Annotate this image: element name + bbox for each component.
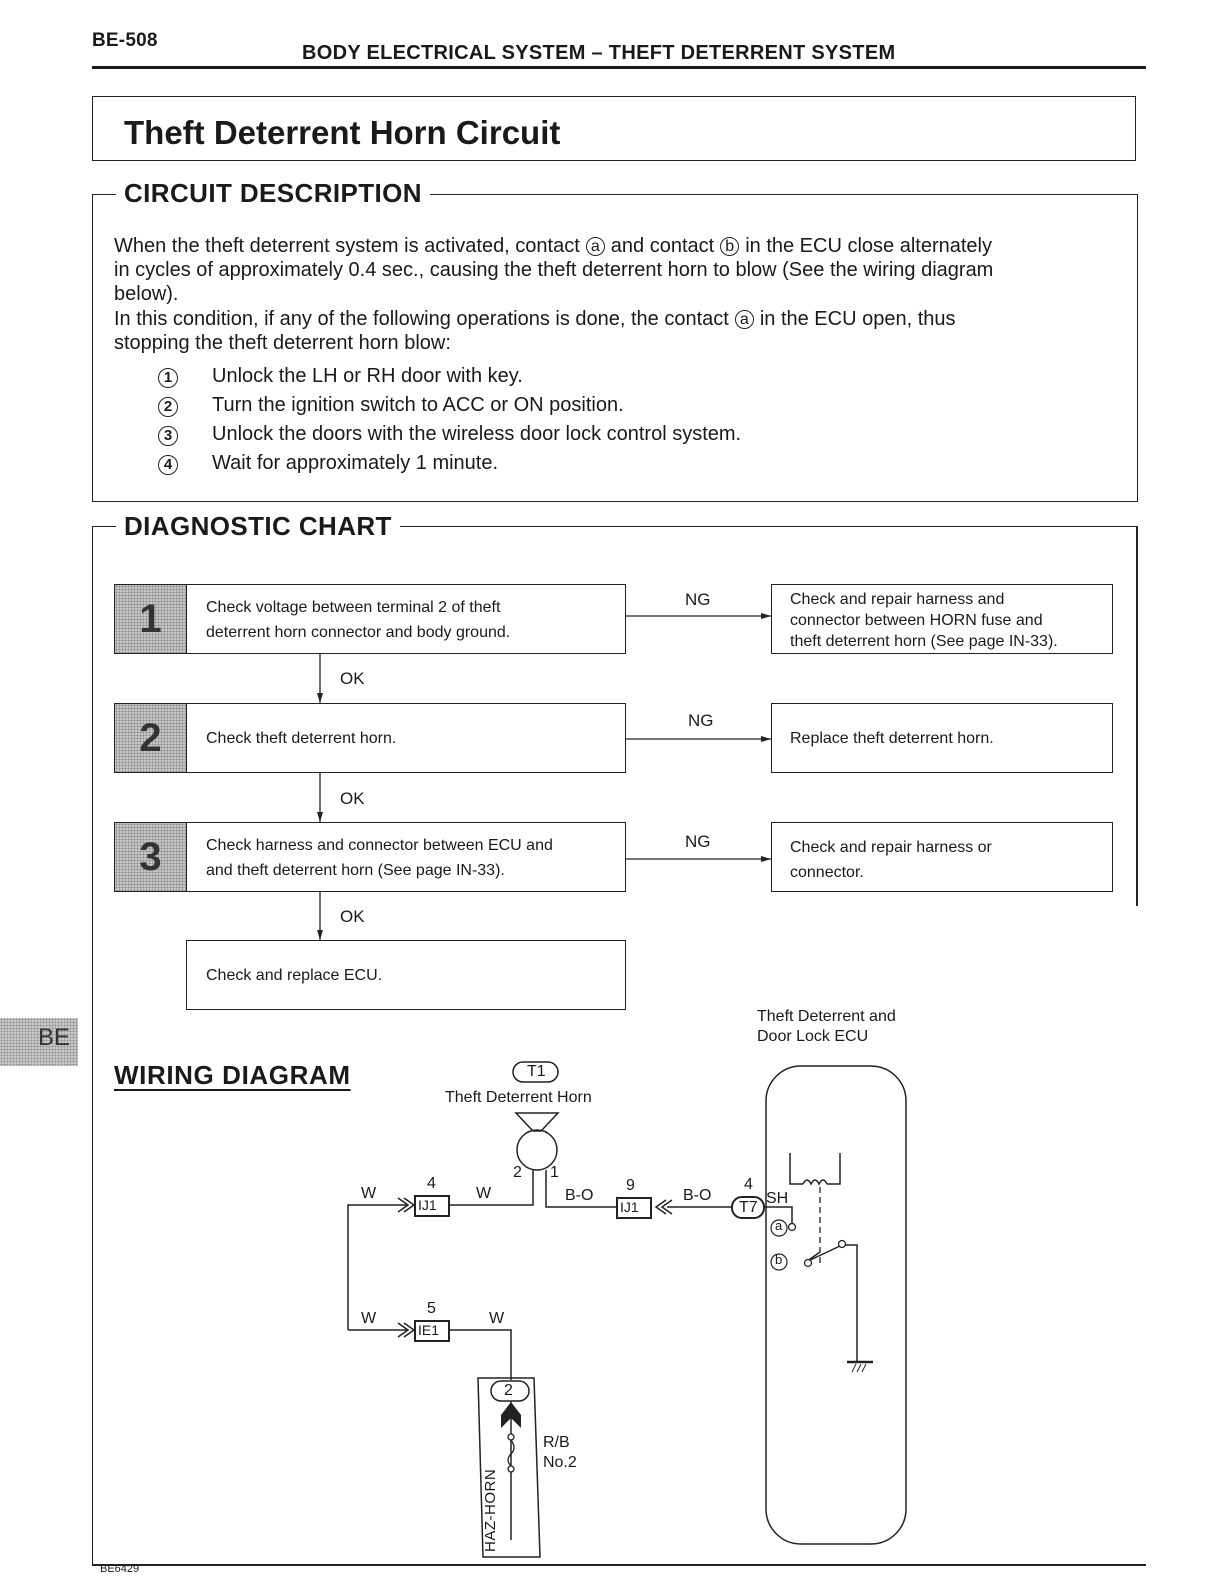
step-number: 2 [115, 704, 187, 772]
relay-block-pin: 2 [504, 1382, 513, 1399]
ecu-label-line-2: Door Lock ECU [757, 1028, 869, 1045]
junction-ie1: IE1 [418, 1322, 440, 1338]
junction-ij1-left-pin: 4 [427, 1175, 436, 1192]
result-line: Check and repair harness or [790, 839, 992, 856]
wire-color-w: W [361, 1310, 377, 1327]
step-text-line: Check voltage between terminal 2 of theft [206, 599, 501, 616]
step-number: 3 [115, 823, 187, 891]
horn-pin-2: 2 [513, 1164, 522, 1181]
horn-pin-1: 1 [550, 1164, 559, 1181]
contact-a-symbol: a [586, 237, 605, 256]
page-number: BE-508 [92, 30, 158, 51]
junction-ie1-pin: 5 [427, 1300, 436, 1317]
list-item-text: Unlock the LH or RH door with key. [212, 365, 523, 387]
wire-color-bo: B-O [565, 1187, 594, 1204]
relay-block-label-line-1: R/B [543, 1434, 570, 1451]
figure-code: BE6429 [100, 1563, 140, 1575]
ok-label: OK [340, 669, 365, 688]
desc-text: and contact [610, 235, 715, 257]
diagnostic-chart-heading: DIAGNOSTIC CHART [116, 511, 400, 542]
step-text-line: and theft deterrent horn (See page IN-33). [206, 862, 505, 879]
page-title: Theft Deterrent Horn Circuit [124, 114, 561, 151]
circled-number: 4 [158, 455, 178, 475]
ng-label: NG [688, 711, 714, 730]
result-line: connector between HORN fuse and [790, 612, 1043, 629]
horn-connector-id: T1 [527, 1063, 546, 1080]
circled-number: 1 [158, 368, 178, 388]
list-item-text: Turn the ignition switch to ACC or ON position. [212, 394, 624, 416]
desc-line: stopping the theft deterrent horn blow: [114, 332, 451, 354]
contact-a-label: a [775, 1218, 783, 1233]
running-title: BODY ELECTRICAL SYSTEM – THEFT DETERRENT SYSTEM [302, 42, 896, 64]
result-line: theft deterrent horn (See page IN-33). [790, 633, 1058, 650]
ecu-pin: 4 [744, 1176, 753, 1193]
desc-text: In this condition, if any of the following operations is done, the contact [114, 308, 729, 330]
horn-icon [516, 1113, 558, 1131]
desc-text: in the ECU close alternately [745, 235, 992, 257]
junction-ij1-left: IJ1 [418, 1197, 437, 1213]
ecu-outline [766, 1066, 906, 1544]
ecu-terminal-sh: SH [766, 1190, 789, 1207]
final-action-text: Check and replace ECU. [206, 967, 383, 984]
junction-ij1-right-pin: 9 [626, 1177, 635, 1194]
wire-color-bo: B-O [683, 1187, 712, 1204]
desc-line: below). [114, 283, 179, 305]
relay-block-label-line-2: No.2 [543, 1454, 577, 1471]
desc-text: in the ECU open, thus [759, 308, 956, 330]
section-tab-label: BE [37, 1024, 70, 1051]
result-line: connector. [790, 864, 864, 881]
contact-a-symbol: a [735, 310, 754, 329]
ng-label: NG [685, 832, 711, 851]
ng-label: NG [685, 590, 711, 609]
circled-number: 2 [158, 397, 178, 417]
wiring-diagram-heading: WIRING DIAGRAM [114, 1060, 351, 1090]
ok-label: OK [340, 789, 365, 808]
wire-color-w: W [361, 1185, 377, 1202]
wire-color-w: W [476, 1185, 492, 1202]
step-number: 1 [115, 585, 187, 653]
step-text-line: deterrent horn connector and body ground. [206, 624, 511, 641]
contact-b-label: b [775, 1252, 783, 1267]
result-line: Replace theft deterrent horn. [790, 730, 994, 747]
fuse-label: HAZ-HORN [482, 1468, 499, 1552]
ecu-connector-id: T7 [739, 1199, 758, 1216]
desc-text: When the theft deterrent system is activated, contact [114, 235, 580, 257]
junction-ij1-right: IJ1 [620, 1199, 639, 1215]
horn-label: Theft Deterrent Horn [445, 1089, 592, 1106]
ok-label: OK [340, 907, 365, 926]
step-text-line: Check harness and connector between ECU and [206, 837, 553, 854]
circuit-description-heading: CIRCUIT DESCRIPTION [116, 178, 430, 209]
wire-color-w: W [489, 1310, 505, 1327]
result-line: Check and repair harness and [790, 591, 1005, 608]
circled-number: 3 [158, 426, 178, 446]
contact-b-symbol: b [720, 237, 739, 256]
list-item-text: Unlock the doors with the wireless door lock control system. [212, 423, 742, 445]
ecu-label-line-1: Theft Deterrent and [757, 1008, 896, 1025]
step-text-line: Check theft deterrent horn. [206, 730, 397, 747]
list-item-text: Wait for approximately 1 minute. [212, 452, 499, 474]
desc-line: in cycles of approximately 0.4 sec., causing the theft deterrent horn to blow (See the wiring diagram [114, 259, 994, 281]
